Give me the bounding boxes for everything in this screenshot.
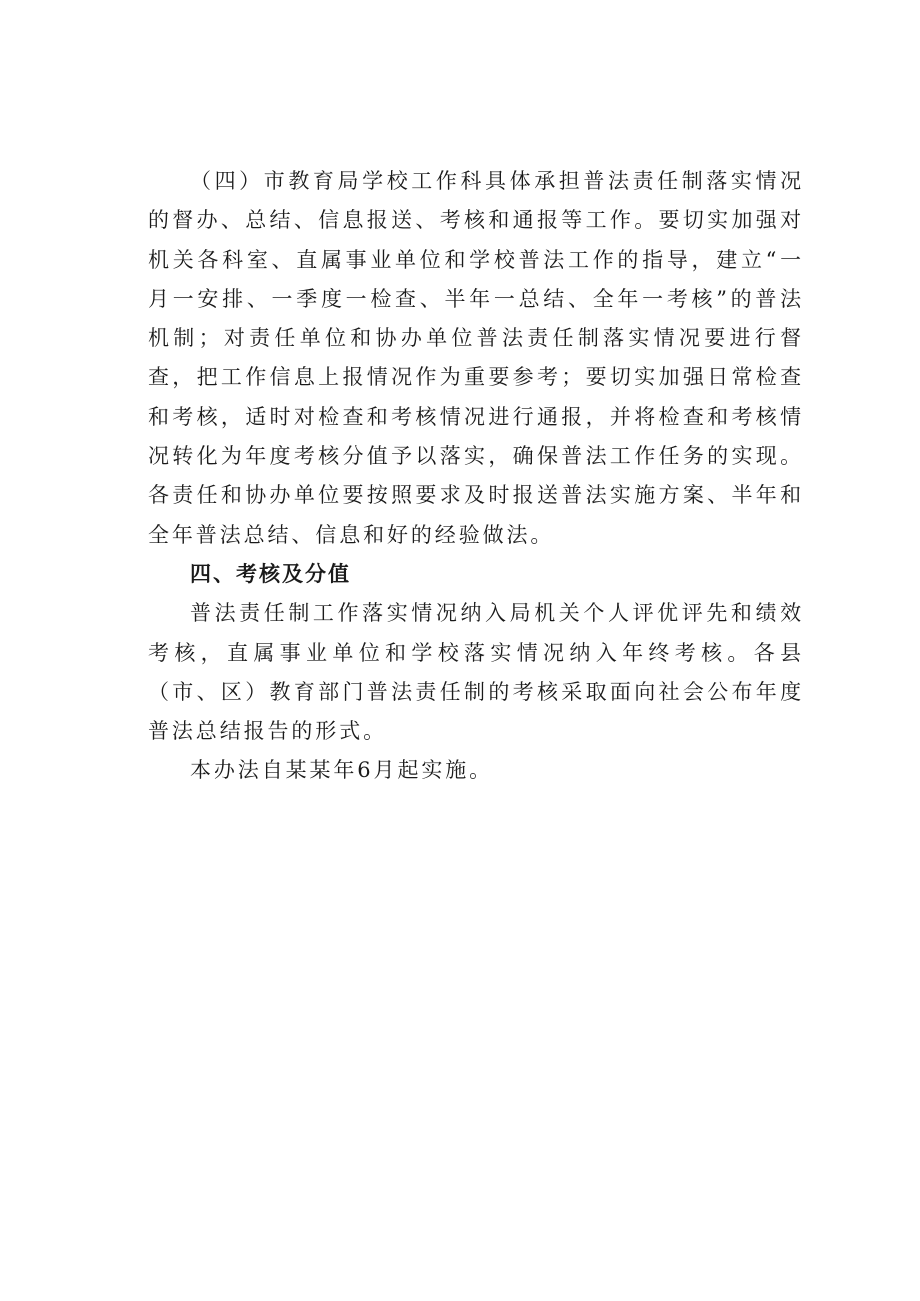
document-body bbox=[148, 162, 804, 791]
paragraph-supervision: （四）市教育局学校工作科具体承担普法责任制落实情况的督办、总结、信息报送、考核和通报等工作。要切实加强对机关各科室、直属事业单位和学校普法工作的指导，建立“一月一安排、一季度一检查、半年一总结、全年一考核”的普法机制；对责任单位和协办单位普法责任制落实情况要进行督查，把工作信息上报情况作为重要参考；要切实加强日常检查和考核，适时对检查和考核情况进行通报，并将检查和考核情况转化为年度考核分值予以落实，确保普法工作任务的实现。各责任和协办单位要按照要求及时报送普法实施方案、半年和全年普法总结、信息和好的经验做法。 bbox=[148, 169, 804, 547]
paragraph-effective-date: 本办法自某某年6月起实施。 bbox=[190, 758, 494, 783]
paragraph-assessment: 普法责任制工作落实情况纳入局机关个人评优评先和绩效考核，直属事业单位和学校落实情况纳入年终考核。各县（市、区）教育部门普法责任制的考核采取面向社会公布年度普法总结报告的形式。 bbox=[148, 601, 804, 744]
section-heading-assessment: 四、考核及分值 bbox=[190, 561, 351, 586]
